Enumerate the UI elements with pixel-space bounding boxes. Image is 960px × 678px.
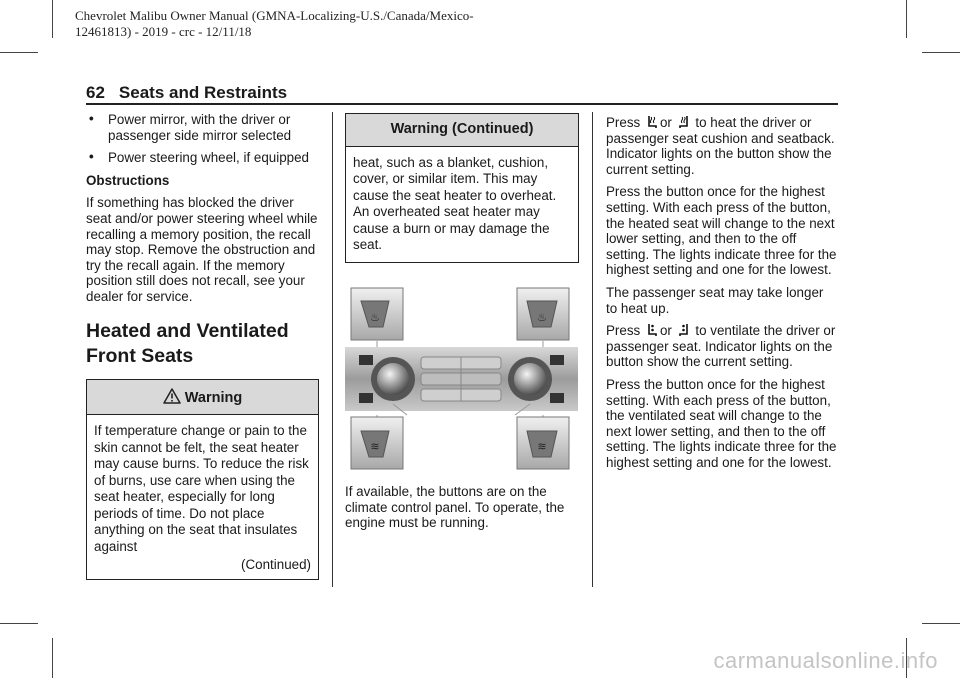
list-item: • Power steering wheel, if equipped: [89, 149, 309, 166]
obstructions-paragraph: If something has blocked the driver seat and/or power steering wheel while recalling a memory position, the recall may stop. Remove the obstruction and try the recall again. If the memory position still does not recall, see your dealer for service.: [86, 195, 318, 304]
column-1: [86, 112, 319, 580]
heated-seat-instructions: to heat the driver or passenger seat cushion and seatback. Indicator lights on the button show the current setting.: [606, 115, 835, 177]
heated-seat-settings-paragraph: Press the button once for the highest setting. With each press of the button, the heated seat will change to the next lower setting, and then to the off setting. The lights indicate three for the highest setting and one for the lowest.: [606, 184, 837, 278]
page-number: 62: [86, 83, 105, 102]
passenger-seat-note: The passenger seat may take longer to heat up.: [606, 284, 824, 316]
crop-mark: [906, 0, 907, 38]
or-word: or: [659, 323, 672, 339]
or-word: or: [659, 115, 672, 130]
warning-continued-body: [346, 147, 578, 262]
column-2: [345, 113, 579, 263]
crop-mark: [52, 638, 53, 678]
ventilated-seat-driver-icon: [646, 323, 658, 337]
press-word: Press: [606, 115, 641, 130]
warning-title: Warning: [184, 389, 243, 406]
page-heading: [86, 83, 287, 103]
warning-box: [86, 379, 319, 580]
column-divider: [592, 112, 593, 587]
warning-triangle-icon: [163, 388, 181, 404]
ventilated-seat-paragraph: [606, 323, 838, 370]
heading-rule: [86, 103, 838, 105]
warning-continued-title: Warning (Continued): [390, 121, 534, 137]
column-divider: [332, 112, 333, 587]
crop-mark: [52, 0, 53, 38]
ventilated-seat-instructions: to ventilate the driver or passenger seat. Indicator lights on the button show the current setting.: [606, 323, 836, 370]
warning-continued-text: heat, such as a blanket, cushion, cover, or similar item. This may cause the seat heater to overheat. An overheated seat heater may cause a burn or may damage the seat.: [353, 154, 557, 253]
warning-text: If temperature change or pain to the skin cannot be felt, the seat heater may cause burns. To reduce the risk of burns, use care when using the seat heater, especially for long periods of time. Do not place anything on the seat that insulates against: [94, 423, 309, 554]
illustration-caption: [345, 484, 579, 538]
svg-text:♨: ♨: [537, 311, 547, 324]
heated-seat-passenger-icon: [678, 115, 690, 129]
obstructions-heading: Obstructions: [86, 172, 170, 188]
header-line-1: Chevrolet Malibu Owner Manual (GMNA-Localizing-U.S./Canada/Mexico-: [75, 8, 474, 23]
column-3: [606, 115, 838, 477]
section-title: Seats and Restraints: [118, 83, 288, 102]
press-word: Press: [606, 323, 641, 339]
heated-seat-paragraph: [606, 115, 838, 177]
warning-body: [87, 415, 318, 579]
section-heading-line-1: Heated and Ventilated: [86, 319, 289, 342]
crop-mark: [922, 52, 960, 53]
crop-mark: [0, 52, 38, 53]
crop-mark: [922, 623, 960, 624]
ventilated-seat-settings-paragraph: Press the button once for the highest setting. With each press of the button, the ventilated seat will change to the next lower setting, and then to the off setting. The lights indicate three for the highest setting and one for the lowest.: [606, 376, 837, 470]
bullet-text: Power steering wheel, if equipped: [108, 150, 309, 166]
svg-text:≋: ≋: [370, 440, 380, 453]
warning-title-bar: [87, 380, 318, 416]
document-header: [75, 8, 474, 40]
section-heading-line-2: Front Seats: [86, 344, 194, 367]
list-item: • Power mirror, with the driver or passenger side mirror selected: [89, 111, 292, 143]
svg-text:♨: ♨: [370, 311, 380, 324]
crop-mark: [0, 623, 38, 624]
warning-continued-title-bar: [346, 114, 578, 147]
continued-label: (Continued): [241, 557, 311, 573]
bullet-text: Power mirror, with the driver or passenger side mirror selected: [108, 112, 292, 143]
watermark: carmanualsonline.info: [713, 648, 938, 673]
climate-panel-graphic: [345, 287, 578, 470]
climate-panel-illustration: [345, 287, 578, 470]
warning-continued-box: [345, 113, 579, 263]
section-heading: [86, 319, 319, 369]
heated-seat-driver-icon: [646, 115, 658, 129]
ventilated-seat-passenger-icon: [678, 323, 690, 337]
svg-text:≋: ≋: [537, 440, 547, 453]
caption-text: If available, the buttons are on the climate control panel. To operate, the engine must be running.: [345, 484, 565, 531]
header-line-2: 12461813) - 2019 - crc - 12/11/18: [75, 24, 252, 39]
